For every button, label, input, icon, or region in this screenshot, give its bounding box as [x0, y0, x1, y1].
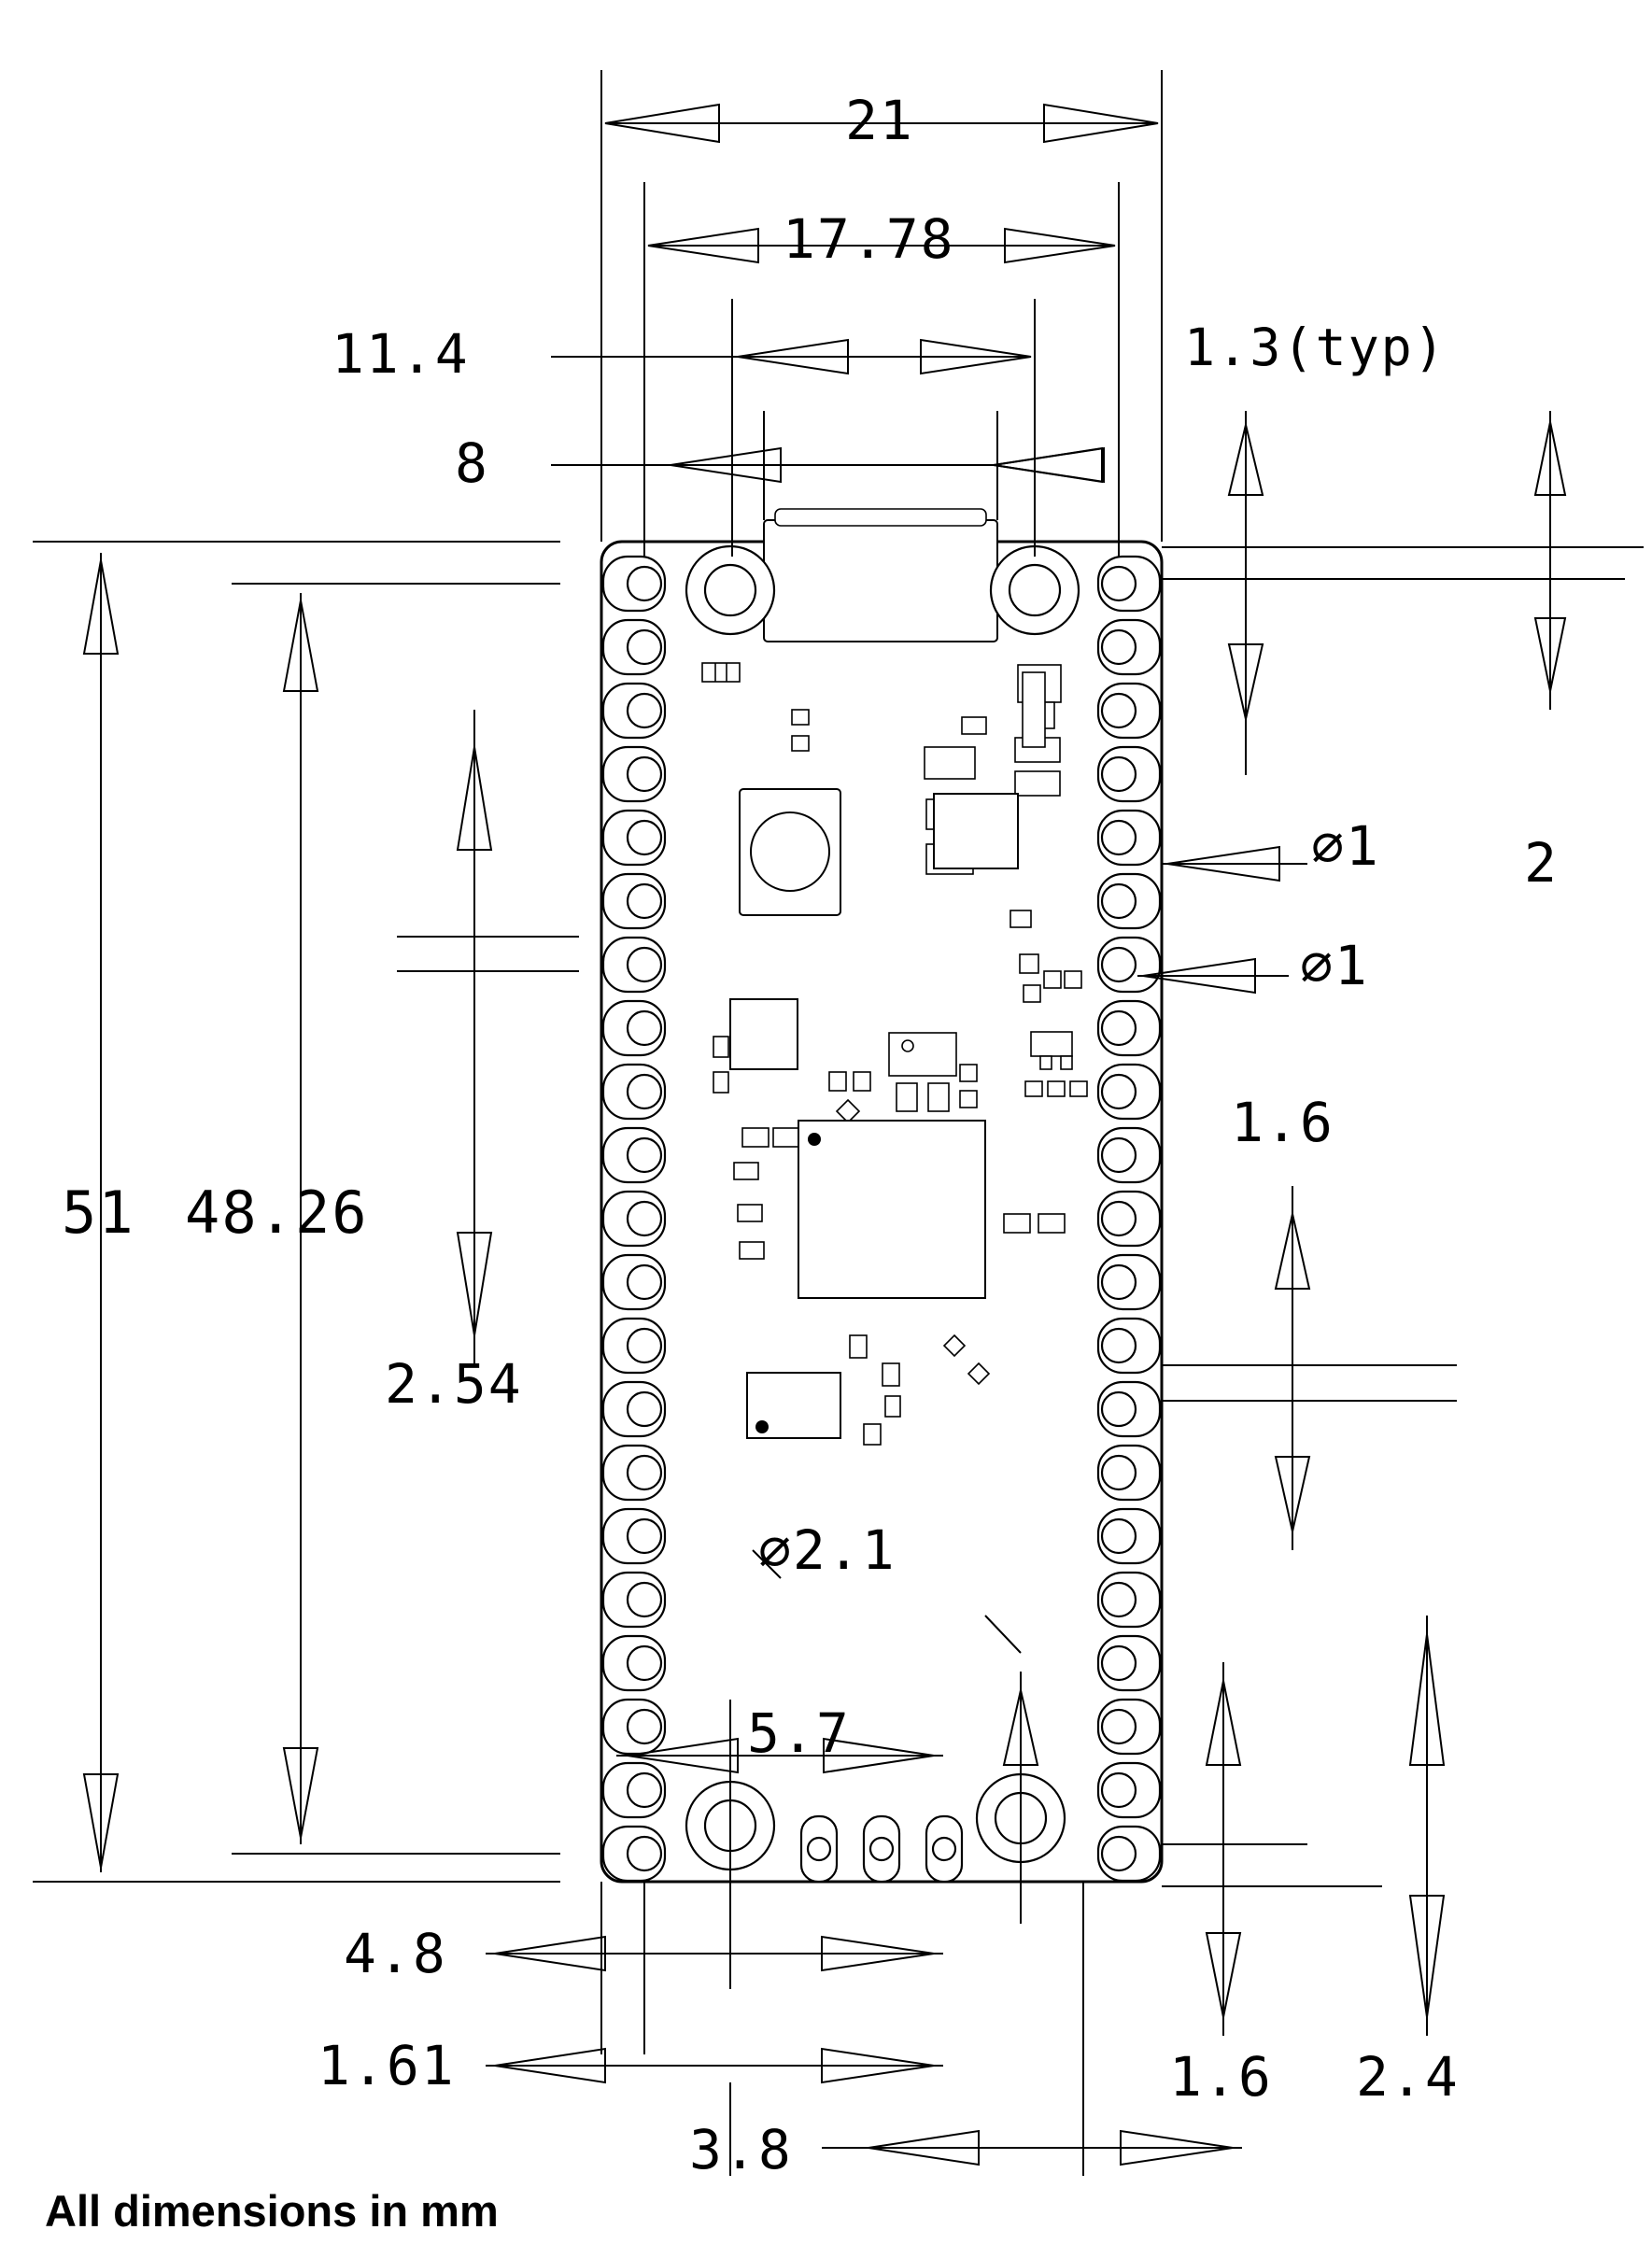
- dim-label-1-6-right: 1.6: [1231, 1091, 1334, 1154]
- dim-1.3-typ: [1162, 411, 1644, 775]
- dim-label-dia-1-b: ⌀1: [1300, 934, 1369, 997]
- left-pad-column: [603, 557, 665, 1881]
- right-pad-column: [1098, 557, 1160, 1881]
- dim-1.6-right: [1162, 1186, 1457, 1550]
- dim-2.54: [397, 710, 579, 1363]
- footnote-units: All dimensions in mm: [45, 2186, 499, 2236]
- dim-2.4-bottom: [1410, 1616, 1444, 2036]
- dim-label-3-8: 3.8: [689, 2118, 793, 2181]
- dim-8: [551, 411, 1106, 520]
- dim-label-dia-1-a: ⌀1: [1311, 814, 1380, 878]
- dim-label-1-61: 1.61: [318, 2034, 456, 2097]
- pico-board: [601, 509, 1162, 1882]
- dim-label-dia-2-1: ⌀2.1: [758, 1518, 897, 1582]
- leader-dia-1-a: [1162, 847, 1307, 881]
- dim-label-4-8: 4.8: [344, 1922, 447, 1985]
- dim-label-11-4: 11.4: [332, 322, 470, 386]
- dim-label-2-right: 2: [1524, 831, 1559, 895]
- dim-8-arrow-right: [994, 448, 1104, 482]
- debug-pads: [801, 1816, 962, 1882]
- dim-label-5-7: 5.7: [747, 1701, 851, 1765]
- dim-label-1-6-bottom: 1.6: [1169, 2045, 1273, 2109]
- dim-label-8: 8: [455, 431, 489, 495]
- dim-label-48-26: 48.26: [185, 1178, 369, 1247]
- dim-label-17-78: 17.78: [783, 207, 955, 271]
- dim-1.61: [486, 2049, 943, 2082]
- dim-1.6-bottom: [1162, 1662, 1382, 2036]
- dim-label-2-54: 2.54: [385, 1352, 523, 1416]
- dim-2-right: [1535, 411, 1565, 710]
- dim-label-1-3-typ: 1.3(typ): [1184, 318, 1447, 377]
- dim-3.8: [730, 1882, 1242, 2176]
- dim-label-51: 51: [62, 1178, 135, 1247]
- dim-label-2-4-bottom: 2.4: [1356, 2045, 1460, 2109]
- dim-label-21: 21: [845, 89, 914, 152]
- dim-4.8: [486, 1882, 943, 2054]
